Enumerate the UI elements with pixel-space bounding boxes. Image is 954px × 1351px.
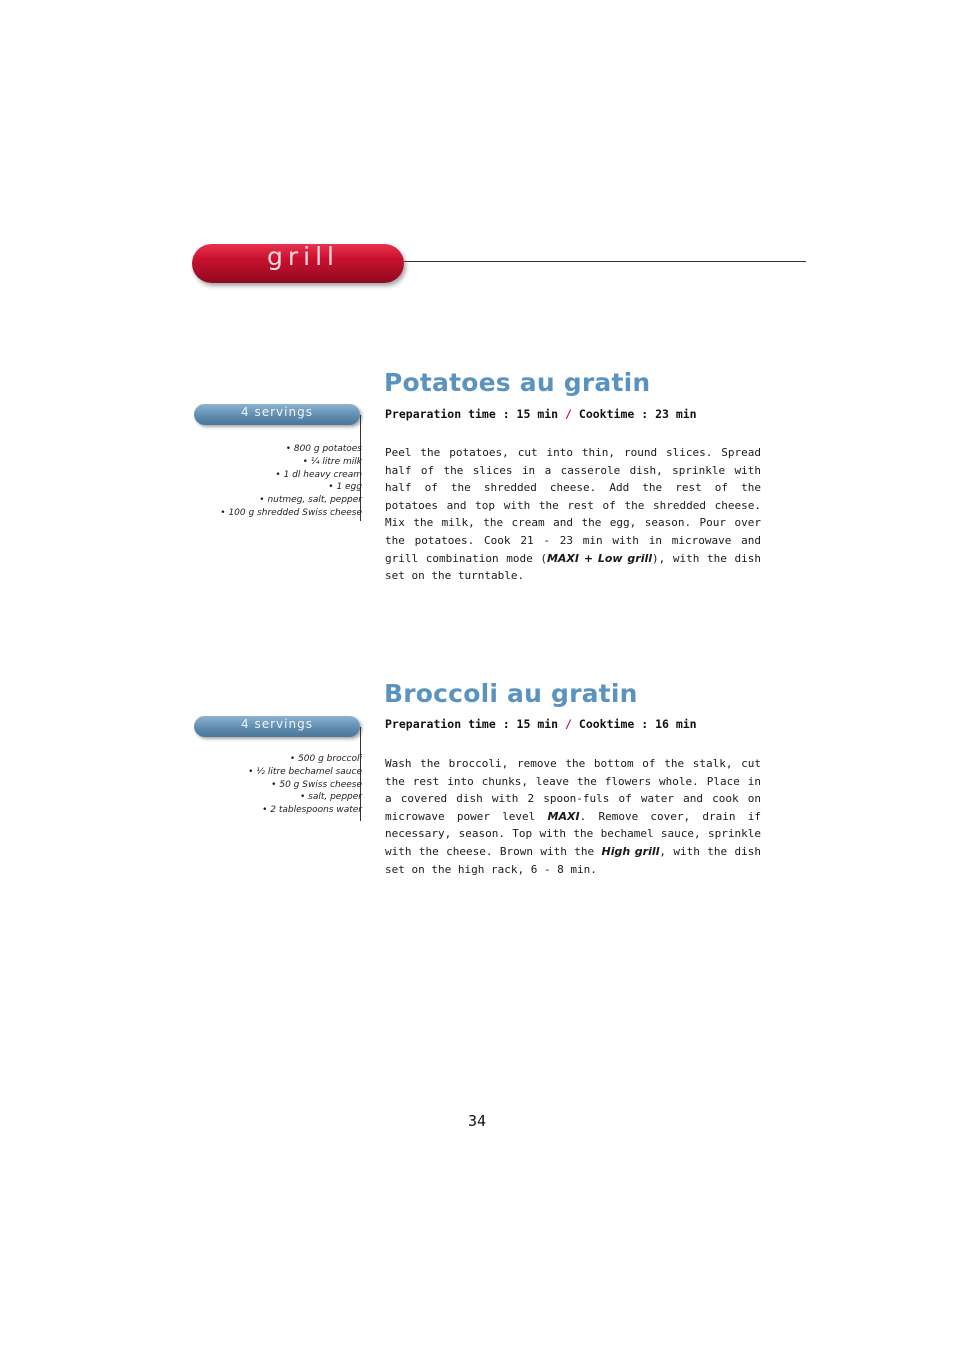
servings-label: 4 servings <box>241 717 313 731</box>
recipe-instructions <box>385 444 761 585</box>
ingredient-item: • 50 g Swiss cheese <box>190 779 362 792</box>
ingredient-list <box>190 753 362 817</box>
section-tab <box>192 244 404 283</box>
ingredient-item: • ½ litre bechamel sauce <box>190 766 362 779</box>
cooking-mode: MAXI + Low grill <box>546 551 653 565</box>
instructions-text: , with the dish set on the high rack, 6 - 8 min. <box>385 844 762 876</box>
servings-label: 4 servings <box>241 405 313 419</box>
cooking-mode: MAXI <box>547 809 580 823</box>
ingredient-item: • 1 egg <box>190 481 362 494</box>
servings-badge <box>194 716 360 737</box>
recipe-instructions <box>385 755 761 878</box>
time-separator: / <box>565 717 572 731</box>
recipe-title: Potatoes au gratin <box>384 368 651 397</box>
prep-time-line <box>385 717 697 731</box>
ingredient-item: • salt, pepper <box>190 791 362 804</box>
instructions-text: . Remove cover, drain if necessary, season. Top with the bechamel sauce, sprinkle with the cheese. Brown with the <box>385 809 761 858</box>
page-number: 34 <box>467 1112 487 1130</box>
recipe-title: Broccoli au gratin <box>384 679 638 708</box>
prep-time-line <box>385 407 697 421</box>
cook-time: Cooktime : 16 min <box>578 717 697 731</box>
prep-time: Preparation time : 15 min <box>385 717 559 731</box>
prep-time: Preparation time : 15 min <box>385 407 559 421</box>
ingredient-item: • 500 g broccoli <box>190 753 362 766</box>
ingredient-item: • 1 dl heavy cream <box>190 469 362 482</box>
ingredient-list <box>190 443 362 520</box>
ingredient-item: • nutmeg, salt, pepper <box>190 494 362 507</box>
time-separator: / <box>565 407 572 421</box>
section-label: grill <box>267 242 339 271</box>
cooking-mode: High grill <box>601 844 660 858</box>
ingredient-item: • 800 g potatoes <box>190 443 362 456</box>
instructions-text: Wash the broccoli, remove the bottom of the stalk, cut the rest into chunks, leave the flowers whole. Place in a covered dish with 2 spoon-fuls of water and cook on microwave power level <box>385 757 761 823</box>
ingredient-item: • 100 g shredded Swiss cheese <box>190 507 362 520</box>
cook-time: Cooktime : 23 min <box>578 407 697 421</box>
instructions-text: ), with the dish set on the turntable. <box>385 551 761 583</box>
servings-badge <box>194 404 360 425</box>
ingredient-item: • ¼ litre milk <box>190 456 362 469</box>
section-divider <box>404 261 806 262</box>
instructions-text: Peel the potatoes, cut into thin, round slices. Spread half of the slices in a casserole dish, sprinkle with half of the shredded cheese. Add the rest of the potatoes and top with the rest of the shredded cheese. Mix the milk, the cream and the egg, season. Pour over the potatoes. Cook 21 - 23 min with in microwave and grill combination mode ( <box>385 446 761 565</box>
ingredient-item: • 2 tablespoons water <box>190 804 362 817</box>
